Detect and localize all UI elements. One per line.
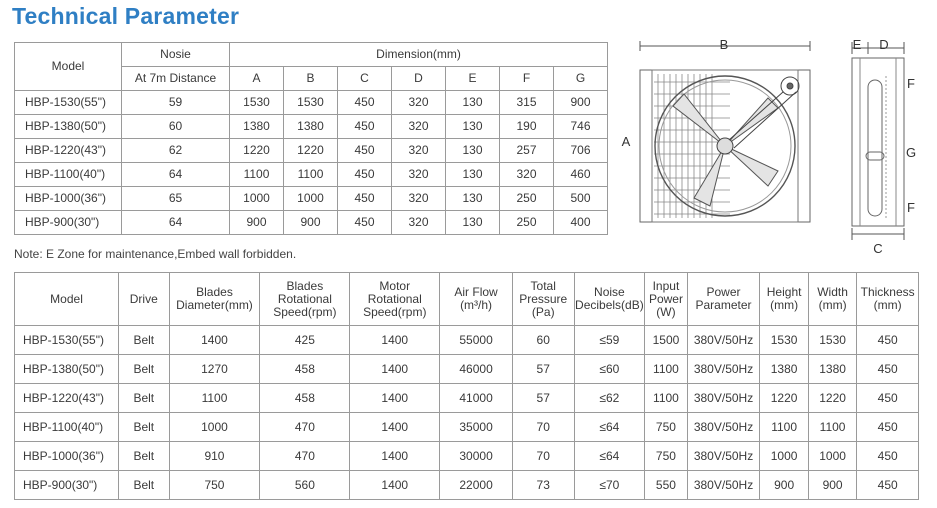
table-cell: 1400 bbox=[350, 384, 440, 413]
table-cell: 450 bbox=[338, 91, 392, 115]
table-cell: Belt bbox=[119, 442, 170, 471]
table-cell: 470 bbox=[260, 442, 350, 471]
maintenance-note: Note: E Zone for maintenance,Embed wall forbidden. bbox=[14, 247, 297, 261]
label-e: E bbox=[852, 37, 862, 52]
table-cell: 450 bbox=[857, 326, 919, 355]
label-f-top: F bbox=[907, 76, 915, 91]
table-row bbox=[15, 115, 608, 139]
dimension-col-header: B bbox=[284, 67, 338, 91]
performance-table bbox=[14, 272, 919, 500]
table-row bbox=[15, 91, 608, 115]
table-cell: 1270 bbox=[169, 355, 260, 384]
table-cell: 470 bbox=[260, 413, 350, 442]
column-header: Drive bbox=[119, 273, 170, 326]
table-cell: 450 bbox=[338, 139, 392, 163]
label-b: B bbox=[719, 37, 729, 52]
table-cell: 706 bbox=[554, 139, 608, 163]
table-cell: 560 bbox=[260, 471, 350, 500]
column-header: Noise Decibels(dB) bbox=[574, 273, 645, 326]
dimension-col-header: D bbox=[392, 67, 446, 91]
model-cell: HBP-900(30") bbox=[15, 471, 119, 500]
table-cell: 500 bbox=[554, 187, 608, 211]
table-cell: 1100 bbox=[645, 355, 687, 384]
table-cell: 900 bbox=[554, 91, 608, 115]
table-cell: 41000 bbox=[440, 384, 513, 413]
column-header: Input Power (W) bbox=[645, 273, 687, 326]
table-cell: ≤70 bbox=[574, 471, 645, 500]
table-cell: 320 bbox=[500, 163, 554, 187]
table-cell: 1400 bbox=[350, 326, 440, 355]
label-a: A bbox=[621, 134, 631, 149]
table-cell: 130 bbox=[446, 211, 500, 235]
table-cell: 64 bbox=[122, 163, 230, 187]
table-row bbox=[15, 187, 608, 211]
table-cell: 458 bbox=[260, 355, 350, 384]
table-cell: 746 bbox=[554, 115, 608, 139]
table-cell: 1400 bbox=[350, 471, 440, 500]
table-cell: 1380 bbox=[230, 115, 284, 139]
table-row bbox=[15, 355, 919, 384]
model-cell: HBP-1100(40") bbox=[15, 413, 119, 442]
table-cell: 1220 bbox=[230, 139, 284, 163]
dimension-col-header: C bbox=[338, 67, 392, 91]
page-title: Technical Parameter bbox=[12, 3, 240, 29]
table-cell: 250 bbox=[500, 211, 554, 235]
table-cell: Belt bbox=[119, 326, 170, 355]
table-cell: 190 bbox=[500, 115, 554, 139]
table-cell: 380V/50Hz bbox=[687, 471, 760, 500]
table-cell: 750 bbox=[645, 413, 687, 442]
table-cell: 1100 bbox=[645, 384, 687, 413]
dimension-table bbox=[14, 42, 608, 235]
label-c: C bbox=[873, 241, 883, 256]
table-cell: 380V/50Hz bbox=[687, 355, 760, 384]
table-cell: 57 bbox=[512, 384, 574, 413]
table-cell: 450 bbox=[857, 471, 919, 500]
table-cell: Belt bbox=[119, 355, 170, 384]
model-cell: HBP-1000(36") bbox=[15, 187, 122, 211]
table-cell: ≤59 bbox=[574, 326, 645, 355]
noise-subheader: At 7m Distance bbox=[122, 67, 230, 91]
table-cell: 450 bbox=[338, 211, 392, 235]
fan-hub bbox=[717, 138, 733, 154]
table-cell: Belt bbox=[119, 413, 170, 442]
model-cell: HBP-1380(50") bbox=[15, 115, 122, 139]
belt bbox=[734, 92, 796, 148]
table-cell: 450 bbox=[857, 384, 919, 413]
label-g: G bbox=[905, 145, 917, 160]
side-handle bbox=[866, 152, 884, 160]
dimension-header: Dimension(mm) bbox=[230, 43, 608, 67]
table-cell: ≤60 bbox=[574, 355, 645, 384]
fan-dimension-diagram bbox=[618, 36, 923, 258]
table-cell: 900 bbox=[230, 211, 284, 235]
table-cell: 1400 bbox=[350, 442, 440, 471]
table-cell: 46000 bbox=[440, 355, 513, 384]
model-cell: HBP-1100(40") bbox=[15, 163, 122, 187]
table-cell: 1400 bbox=[350, 413, 440, 442]
table-cell: 750 bbox=[169, 471, 260, 500]
table-cell: 1380 bbox=[284, 115, 338, 139]
table-cell: 1400 bbox=[169, 326, 260, 355]
table-cell: 1100 bbox=[169, 384, 260, 413]
table-row bbox=[15, 384, 919, 413]
table-cell: 1220 bbox=[760, 384, 808, 413]
table-cell: 1220 bbox=[808, 384, 856, 413]
table-cell: 1380 bbox=[760, 355, 808, 384]
dimension-col-header: G bbox=[554, 67, 608, 91]
table-cell: 900 bbox=[808, 471, 856, 500]
table-cell: 900 bbox=[284, 211, 338, 235]
model-header: Model bbox=[15, 43, 122, 91]
table-cell: 57 bbox=[512, 355, 574, 384]
table-cell: 1380 bbox=[808, 355, 856, 384]
table-cell: 130 bbox=[446, 187, 500, 211]
column-header: Height (mm) bbox=[760, 273, 808, 326]
model-cell: HBP-1220(43") bbox=[15, 139, 122, 163]
table-cell: ≤64 bbox=[574, 442, 645, 471]
table-cell: 900 bbox=[760, 471, 808, 500]
table-cell: 1400 bbox=[350, 355, 440, 384]
column-header: Motor Rotational Speed(rpm) bbox=[350, 273, 440, 326]
table-cell: 65 bbox=[122, 187, 230, 211]
table-cell: 130 bbox=[446, 139, 500, 163]
table-cell: 64 bbox=[122, 211, 230, 235]
table-row bbox=[15, 413, 919, 442]
table-row bbox=[15, 139, 608, 163]
table-cell: 55000 bbox=[440, 326, 513, 355]
side-slot bbox=[868, 80, 882, 216]
front-view bbox=[640, 41, 810, 222]
table-cell: Belt bbox=[119, 471, 170, 500]
column-header: Power Parameter bbox=[687, 273, 760, 326]
label-d: D bbox=[879, 37, 889, 52]
table-cell: 1220 bbox=[284, 139, 338, 163]
table-cell: 130 bbox=[446, 163, 500, 187]
table-cell: 1530 bbox=[230, 91, 284, 115]
table-row bbox=[15, 211, 608, 235]
column-header: Air Flow (m³/h) bbox=[440, 273, 513, 326]
table-cell: 320 bbox=[392, 187, 446, 211]
model-cell: HBP-1000(36") bbox=[15, 442, 119, 471]
fan-blade bbox=[725, 98, 778, 146]
table-cell: 22000 bbox=[440, 471, 513, 500]
table-cell: 1000 bbox=[284, 187, 338, 211]
table-cell: 62 bbox=[122, 139, 230, 163]
dimension-col-header: E bbox=[446, 67, 500, 91]
table-cell: 1530 bbox=[808, 326, 856, 355]
table-cell: 30000 bbox=[440, 442, 513, 471]
dimension-col-header: F bbox=[500, 67, 554, 91]
table-row bbox=[15, 442, 919, 471]
table-cell: 450 bbox=[857, 355, 919, 384]
table-cell: 35000 bbox=[440, 413, 513, 442]
table-cell: 380V/50Hz bbox=[687, 326, 760, 355]
table-cell: 550 bbox=[645, 471, 687, 500]
table-cell: 450 bbox=[857, 413, 919, 442]
table-cell: 458 bbox=[260, 384, 350, 413]
table-cell: ≤62 bbox=[574, 384, 645, 413]
table-cell: 1100 bbox=[760, 413, 808, 442]
table-cell: 60 bbox=[122, 115, 230, 139]
table-cell: 460 bbox=[554, 163, 608, 187]
fan-blade bbox=[725, 146, 778, 186]
dimension-col-header: A bbox=[230, 67, 284, 91]
table-cell: 400 bbox=[554, 211, 608, 235]
table-cell: 1530 bbox=[760, 326, 808, 355]
table-cell: 130 bbox=[446, 115, 500, 139]
model-cell: HBP-1530(55") bbox=[15, 326, 119, 355]
table-cell: 450 bbox=[857, 442, 919, 471]
model-cell: HBP-900(30") bbox=[15, 211, 122, 235]
table-row bbox=[15, 326, 919, 355]
table-cell: 450 bbox=[338, 163, 392, 187]
table-cell: 70 bbox=[512, 442, 574, 471]
table-cell: 425 bbox=[260, 326, 350, 355]
column-header: Thickness (mm) bbox=[857, 273, 919, 326]
column-header: Total Pressure (Pa) bbox=[512, 273, 574, 326]
table-cell: 73 bbox=[512, 471, 574, 500]
column-header: Blades Diameter(mm) bbox=[169, 273, 260, 326]
table-cell: ≤64 bbox=[574, 413, 645, 442]
table-cell: 59 bbox=[122, 91, 230, 115]
table-cell: 1100 bbox=[808, 413, 856, 442]
table-cell: Belt bbox=[119, 384, 170, 413]
table-cell: 750 bbox=[645, 442, 687, 471]
table-cell: 1500 bbox=[645, 326, 687, 355]
side-view bbox=[852, 42, 904, 240]
table-cell: 60 bbox=[512, 326, 574, 355]
table-cell: 450 bbox=[338, 187, 392, 211]
noise-header: Nosie bbox=[122, 43, 230, 67]
table-cell: 1000 bbox=[760, 442, 808, 471]
table-cell: 1000 bbox=[169, 413, 260, 442]
table-cell: 257 bbox=[500, 139, 554, 163]
column-header: Width (mm) bbox=[808, 273, 856, 326]
fan-blade bbox=[673, 94, 725, 146]
column-header: Blades Rotational Speed(rpm) bbox=[260, 273, 350, 326]
motor-pulley-center bbox=[787, 83, 793, 89]
belt bbox=[729, 92, 783, 140]
table-cell: 130 bbox=[446, 91, 500, 115]
model-cell: HBP-1220(43") bbox=[15, 384, 119, 413]
table-cell: 70 bbox=[512, 413, 574, 442]
table-cell: 1100 bbox=[230, 163, 284, 187]
table-cell: 1530 bbox=[284, 91, 338, 115]
table-cell: 380V/50Hz bbox=[687, 442, 760, 471]
table-cell: 1000 bbox=[230, 187, 284, 211]
table-cell: 1100 bbox=[284, 163, 338, 187]
model-cell: HBP-1530(55") bbox=[15, 91, 122, 115]
table-cell: 250 bbox=[500, 187, 554, 211]
table-cell: 380V/50Hz bbox=[687, 384, 760, 413]
table-cell: 450 bbox=[338, 115, 392, 139]
table-cell: 1000 bbox=[808, 442, 856, 471]
table-cell: 380V/50Hz bbox=[687, 413, 760, 442]
table-cell: 315 bbox=[500, 91, 554, 115]
table-cell: 320 bbox=[392, 91, 446, 115]
table-cell: 910 bbox=[169, 442, 260, 471]
fan-blade bbox=[694, 146, 725, 206]
table-cell: 320 bbox=[392, 139, 446, 163]
table-cell: 320 bbox=[392, 211, 446, 235]
label-f-bottom: F bbox=[907, 200, 915, 215]
table-cell: 320 bbox=[392, 115, 446, 139]
table-row bbox=[15, 471, 919, 500]
table-cell: 320 bbox=[392, 163, 446, 187]
column-header: Model bbox=[15, 273, 119, 326]
table-row bbox=[15, 163, 608, 187]
model-cell: HBP-1380(50") bbox=[15, 355, 119, 384]
